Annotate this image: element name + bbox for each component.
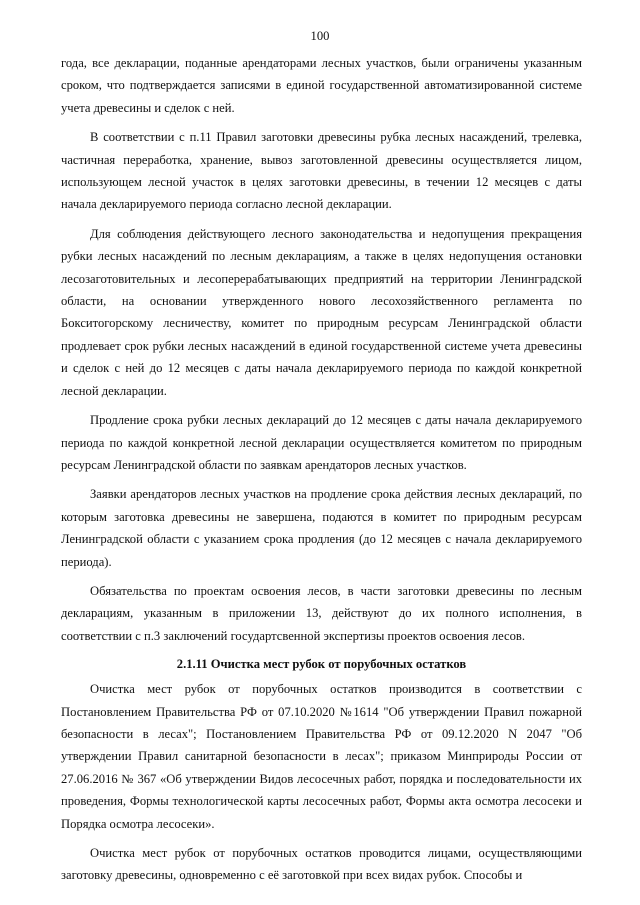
paragraph: Продление срока рубки лесных деклараций до 12 месяцев с даты начала декларируемого периода по каждой конкретной лесной декларации осуществляется комитетом по природным ресурсам Ленинградской области по заявкам арендаторов лесных участков.: [61, 413, 582, 472]
page-number: 100: [310, 29, 330, 43]
paragraph: Заявки арендаторов лесных участков на продление срока действия лесных деклараций, по которым заготовка древесины не завершена, подаются в комитет по природным ресурсам Ленинградской области с указанием срока продления (до 12 месяцев с начала декларируемого периода).: [61, 487, 582, 569]
body-text: [61, 52, 582, 894]
paragraph: Для соблюдения действующего лесного законодательства и недопущения прекращения рубки лесных насаждений по лесным декларациям, а также в целях недопущения остановки лесозаготовительных и лесоперерабатывающих предприятий на территории Ленинградской области, на основании утвержденного нового лесохозяйственного регламента по Бокситогорскому лесничеству, комитет по природным ресурсам Ленинградской области продлевает срок рубки лесных насаждений в единой государственной системе учета древесины и сделок с ней до 12 месяцев с даты начала декларируемого периода по каждой конкретной лесной декларации.: [61, 226, 582, 398]
paragraph: года, все декларации, поданные арендаторами лесных участков, были ограничены указанным сроком, что подтверждается записями в единой государственной автоматизированной системе учета древесины и сделок с ней.: [61, 56, 582, 115]
paragraph: В соответствии с п.11 Правил заготовки древесины рубка лесных насаждений, трелевка, частичная переработка, хранение, вывоз заготовленной древесины осуществляется лицом, использующем лесной участок в целях заготовки древесины, в течении 12 месяцев с даты начала декларируемого периода согласно лесной декларации.: [61, 130, 582, 212]
paragraph: Очистка мест рубок от порубочных остатков проводится лицами, осуществляющими заготовку древесины, одновременно с её заготовкой при всех видах рубок. Способы и: [61, 846, 582, 883]
section-heading: 2.1.11 Очистка мест рубок от порубочных остатков: [176, 657, 467, 672]
paragraph: Очистка мест рубок от порубочных остатков производится в соответствии с Постановлением Правительства РФ от 07.10.2020 №1614 "Об утверждении Правил пожарной безопасности в лесах"; Постановлением Правительства РФ от 09.12.2020 N 2047 "Об утверждении Правил санитарной безопасности в лесах"; приказом Минприроды России от 27.06.2016 № 367 «Об утверждении Видов лесосечных работ, порядка и последовательности их проведения, Формы технологической карты лесосечных работ, Формы акта осмотра лесосеки и Порядка осмотра лесосеки».: [61, 682, 582, 831]
paragraph: Обязательства по проектам освоения лесов, в части заготовки древесины по лесным декларациям, указанным в приложении 13, действуют до их полного исполнения, в соответствии с п.3 заключений государтсвенной экспертизы проектов освоения лесов.: [61, 583, 582, 643]
